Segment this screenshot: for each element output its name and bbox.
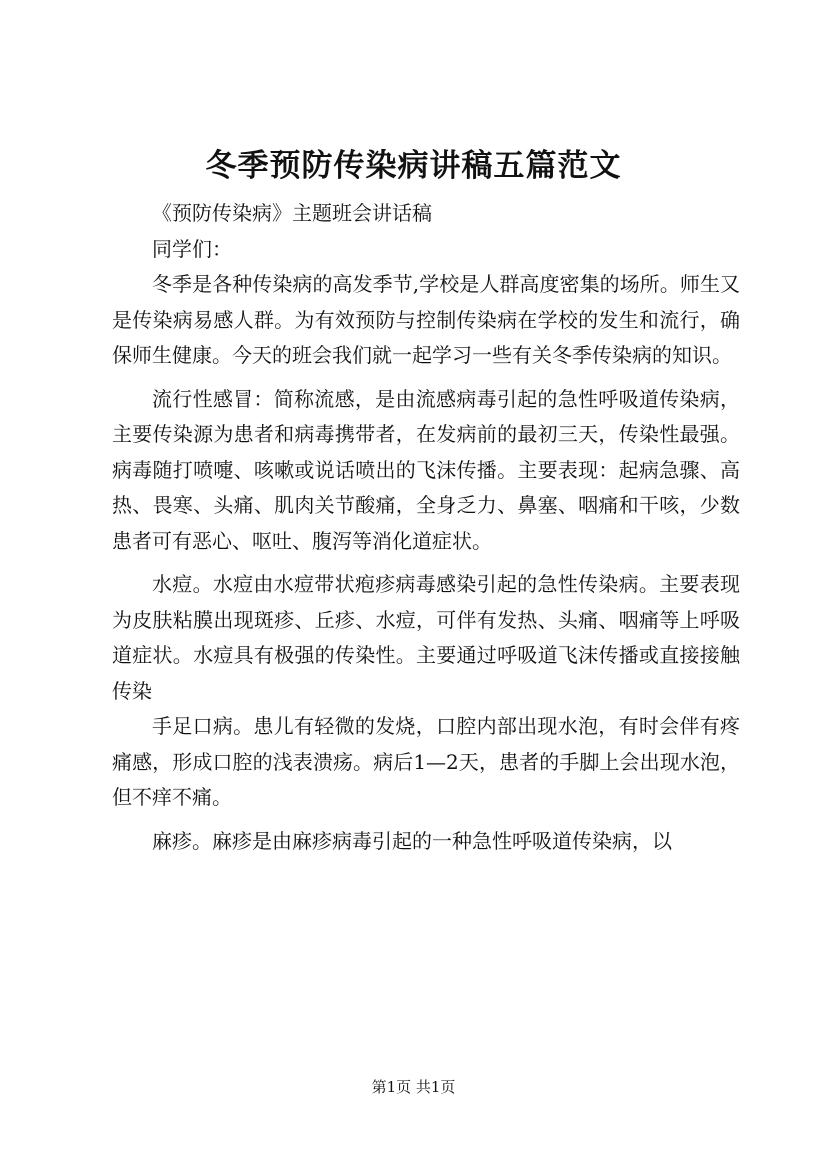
paragraph-measles: 麻疹。麻疹是由麻疹病毒引起的一种急性呼吸道传染病，以 (152, 828, 672, 853)
paragraph-hand-foot-mouth: 手足口病。患儿有轻微的发烧，口腔内部出现水泡，有时会伴有疼痛感，形成口腔的浅表溃疡。病后1—2天，患者的手脚上会出现水泡，但不痒不痛。 (112, 714, 740, 809)
paragraph-influenza: 流行性感冒：简称流感，是由流感病毒引起的急性呼吸道传染病，主要传染源为患者和病毒携带者，在发病前的最初三天，传染性最强。病毒随打喷嚏、咳嗽或说话喷出的飞沫传播。主要表现：起病急骤、高热、畏寒、头痛、肌肉关节酸痛，全身乏力、鼻塞、咽痛和干咳，少数患者可有恶心、呕吐、腹泻等消化道症状。 (112, 386, 740, 553)
paragraph-greeting: 同学们： (152, 236, 232, 261)
paragraph-intro: 冬季是各种传染病的高发季节,学校是人群高度密集的场所。师生又是传染病易感人群。为有效预防与控制传染病在学校的发生和流行，确保师生健康。今天的班会我们就一起学习一些有关冬季传染病的知识。 (112, 272, 740, 367)
paragraph-chickenpox: 水痘。水痘由水痘带状疱疹病毒感染引起的急性传染病。主要表现为皮肤粘膜出现斑疹、丘疹、水痘，可伴有发热、头痛、咽痛等上呼吸道症状。水痘具有极强的传染性。主要通过呼吸道飞沫传播或直接接触传染 (112, 572, 740, 703)
page-footer: 第1页 共1页 (371, 1078, 456, 1096)
document-body (112, 196, 740, 859)
document-title: 冬季预防传染病讲稿五篇范文 (205, 148, 622, 184)
paragraph-subtitle: 《预防传染病》主题班会讲话稿 (152, 201, 432, 225)
